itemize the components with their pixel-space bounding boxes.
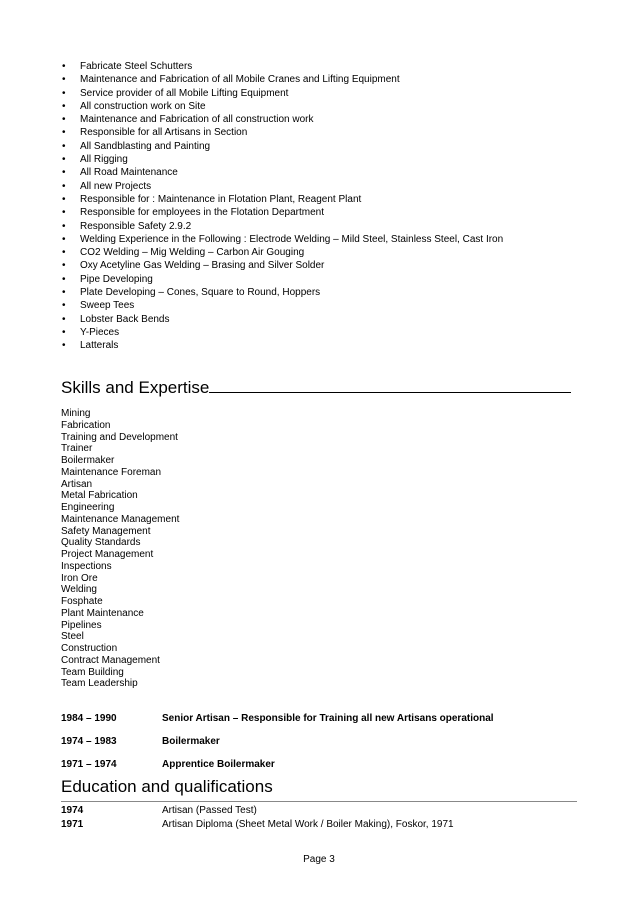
duty-item: • Y-Pieces [62,326,120,338]
skill-item: Contract Management [61,654,160,666]
duty-item: • All Road Maintenance [62,167,178,179]
skill-item: Pipelines [61,619,102,631]
experience-title: Boilermaker [162,736,220,747]
skill-item: Steel [61,631,84,643]
bullet-icon: • [62,193,66,205]
bullet-icon: • [62,127,66,139]
bullet-icon: • [62,247,66,259]
bullet-icon: • [62,220,66,232]
education-rule [61,801,577,802]
duty-item: • Welding Experience in the Following : Electrode Welding – Mild Steel, Stainless Steel, Cast Iron [62,233,504,245]
skill-item: Artisan [61,478,93,490]
skill-item: Trainer [61,443,93,455]
skill-item: Maintenance Management [61,513,180,525]
duty-item: • Responsible Safety 2.9.2 [62,220,192,232]
skill-item: Maintenance Foreman [61,466,162,478]
duty-item: • CO2 Welding – Mig Welding – Carbon Air Gouging [62,247,305,259]
experience-years: 1984 – 1990 [61,713,117,724]
skill-item: Metal Fabrication [61,490,138,502]
bullet-icon: • [62,260,66,272]
bullet-icon: • [62,140,66,152]
experience-title: Apprentice Boilermaker [162,759,275,770]
skill-item: Plant Maintenance [61,607,144,619]
skill-item: Inspections [61,560,112,572]
duty-item: • Plate Developing – Cones, Square to Round, Hoppers [62,287,321,299]
duty-item: • All new Projects [62,180,152,192]
skill-item: Fabrication [61,419,111,431]
education-qualification: Artisan Diploma (Sheet Metal Work / Boiler Making), Foskor, 1971 [162,819,454,830]
duty-item: • Oxy Acetyline Gas Welding – Brasing and Silver Solder [62,260,325,272]
skill-item: Iron Ore [61,572,98,584]
duty-item: • Responsible for all Artisans in Section [62,127,248,139]
bullet-icon: • [62,326,66,338]
skill-item: Welding [61,584,97,596]
duty-item: • Lobster Back Bends [62,313,170,325]
skill-item: Fosphate [61,596,103,607]
bullet-icon: • [62,114,66,126]
bullet-icon: • [62,273,66,285]
skills-heading-text: Skills and Expertise [61,378,210,397]
education-year: 1971 [61,819,84,830]
skill-item: Training and Development [61,431,178,443]
skill-item: Engineering [61,502,115,513]
bullet-icon: • [62,313,66,325]
duty-item: • Sweep Tees [62,300,135,312]
duty-item: • Responsible for : Maintenance in Flotation Plant, Reagent Plant [62,193,362,205]
bullet-icon: • [62,340,66,352]
duty-item: • Responsible for employees in the Flotation Department [62,207,325,219]
bullet-icon: • [62,207,66,219]
duty-item: • Service provider of all Mobile Lifting Equipment [62,87,289,99]
skill-item: Quality Standards [61,537,141,549]
duty-item: • Pipe Developing [62,273,153,285]
experience-years: 1971 – 1974 [61,759,117,770]
experience-title: Senior Artisan – Responsible for Training all new Artisans operational [162,713,494,724]
skill-item: Project Management [61,549,154,560]
skill-item: Boilermaker [61,455,115,466]
skills-list [61,408,179,690]
skills-heading [61,377,571,398]
skill-item: Team Leadership [61,678,138,690]
bullet-icon: • [62,167,66,179]
bullet-icon: • [62,61,66,72]
bullet-icon: • [62,100,66,112]
duty-item: • All construction work on Site [62,100,206,112]
bullet-icon: • [62,180,66,192]
duty-item: • Maintenance and Fabrication of all construction work [62,114,314,126]
skill-item: Safety Management [61,525,151,537]
bullet-icon: • [62,300,66,312]
duties-list [62,60,503,353]
skill-item: Team Building [61,666,124,678]
duty-item: • All Rigging [62,154,128,166]
duty-item: • All Sandblasting and Painting [62,140,211,152]
bullet-icon: • [62,287,66,299]
education-heading: Education and qualifications [61,777,273,796]
heading-underline [209,377,571,393]
bullet-icon: • [62,74,66,86]
education-year: 1974 [61,805,84,816]
duty-item: • Maintenance and Fabrication of all Mobile Cranes and Lifting Equipment [62,74,400,86]
education-qualification: Artisan (Passed Test) [162,805,257,816]
bullet-icon: • [62,154,66,166]
bullet-icon: • [62,233,66,245]
skill-item: Construction [61,643,118,654]
bullet-icon: • [62,87,66,99]
skill-item: Mining [61,408,91,419]
duty-item: • Latterals [62,340,119,352]
duty-item: • Fabricate Steel Schutters [62,61,193,72]
experience-years: 1974 – 1983 [61,736,117,747]
page-number: Page 3 [303,854,335,865]
